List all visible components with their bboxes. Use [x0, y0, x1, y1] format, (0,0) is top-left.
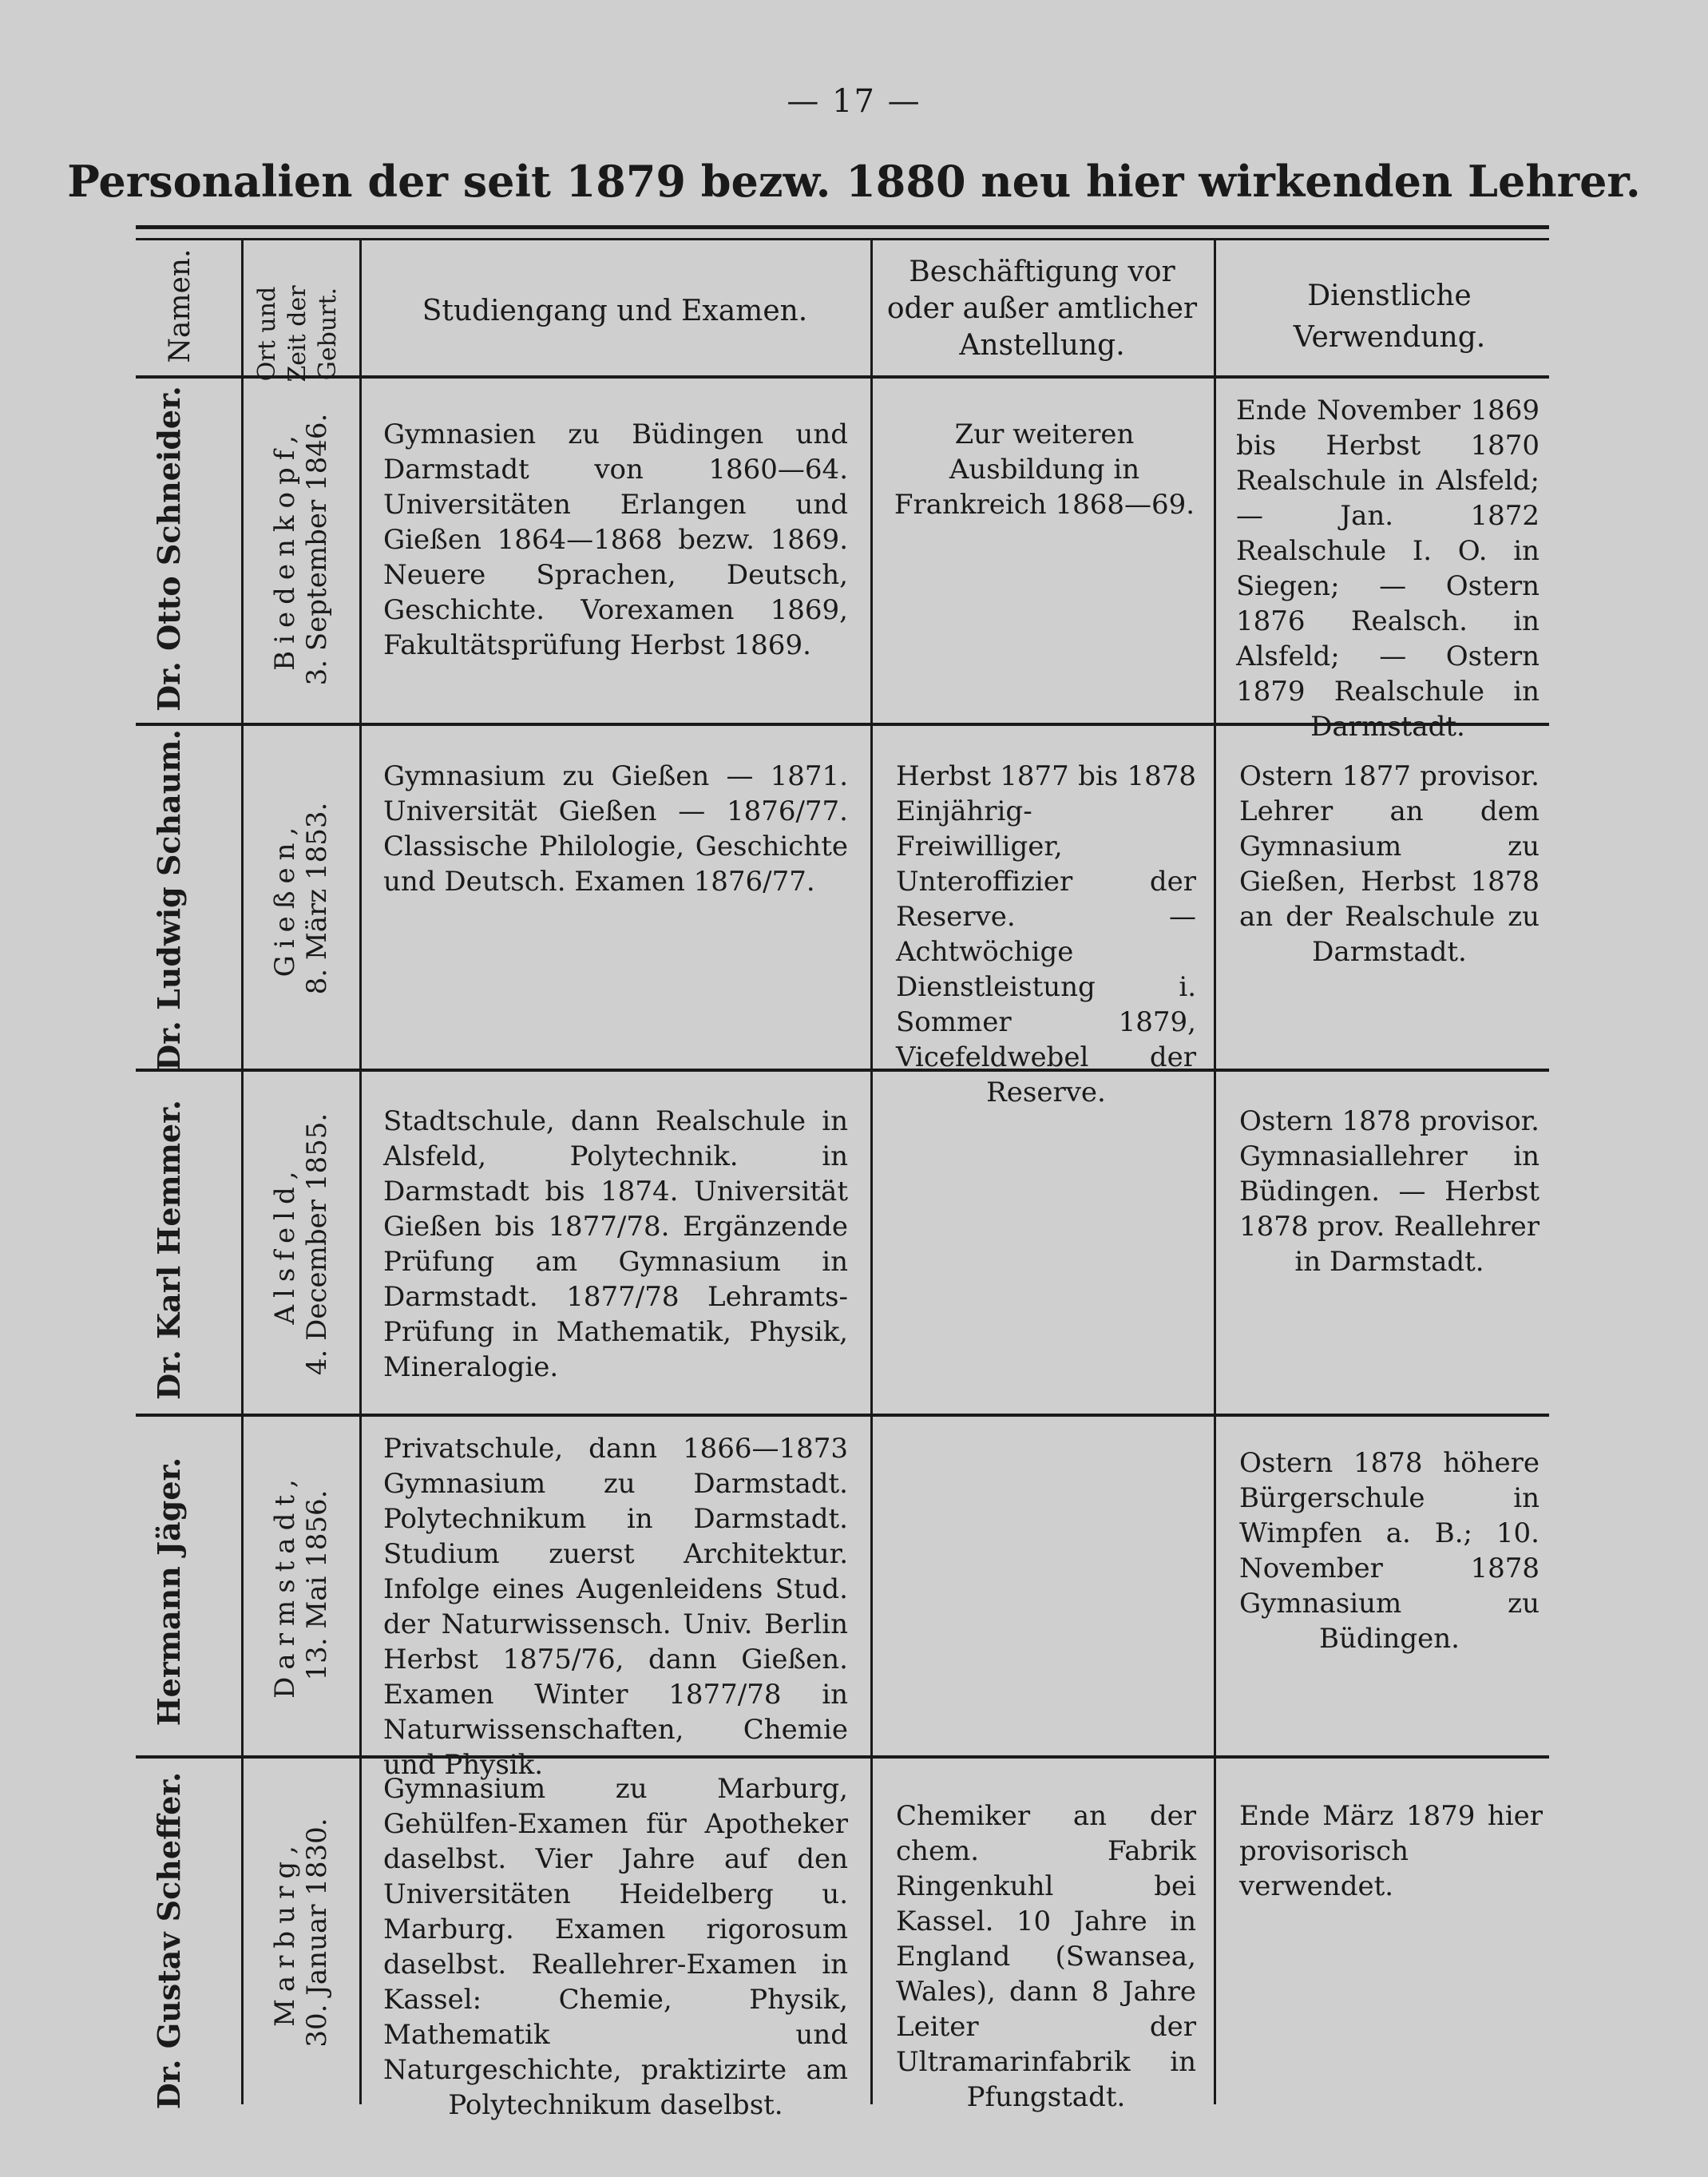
birth-place-date — [269, 1430, 333, 1741]
birth-place: Darmstadt, — [269, 1472, 301, 1699]
birth-place-date — [269, 1777, 333, 2088]
studies-cell: Privatschule, dann 1866—1873 Gymnasium zu Darmstadt. Polytechnikum in Darmstadt. Studium zuerst Architektur. Infolge eines Augenleidens Stud. der Naturwissensch. Univ. Berlin Herbst 1875/76, dann Gießen. Examen Winter 1877/78 in Naturwissenschaften, Chemie und Physik. — [383, 1433, 848, 1781]
birth-place: Biedenkopf, — [269, 428, 301, 671]
service-cell: Ostern 1877 provisor. Lehrer an dem Gymnasium zu Gießen, Herbst 1878 an der Realschule zu Darmstadt. — [1239, 760, 1540, 968]
column-divider — [241, 240, 244, 2104]
birth-place-date — [269, 743, 333, 1054]
studies-cell: Gymnasien zu Büdingen und Darmstadt von 1860—64. Universitäten Erlangen und Gießen 1864—1868 bezw. 1869. Neuere Sprachen, Deutsch, Geschichte. Vorexamen 1869, Fakultätsprüfung Herbst 1869. — [383, 418, 848, 661]
service-cell: Ende März 1879 hier provisorisch verwendet. — [1239, 1800, 1543, 1902]
studies-cell: Gymnasium zu Marburg, Gehülfen-Examen für Apotheker daselbst. Vier Jahre auf den Universitäten Heidelberg u. Marburg. Examen rigorosum daselbst. Reallehrer-Examen in Kassel: Chemie, Physik, Mathematik und Naturgeschichte, praktizirte am Polytechnikum daselbst. — [383, 1773, 848, 2121]
top-rule-thin — [136, 238, 1549, 240]
studies-cell: Stadtschule, dann Realschule in Alsfeld, Polytechnik. in Darmstadt bis 1874. Universität Gießen bis 1877/78. Ergänzende Prüfung am Gymnasium in Darmstadt. 1877/78 Lehramts-Prüfung in Mathematik, Physik, Mineralogie. — [383, 1105, 848, 1383]
birth-date: 13. Mai 1856. — [301, 1489, 333, 1681]
birth-date: 3. September 1846. — [301, 413, 333, 686]
birth-date: 8. März 1853. — [301, 802, 333, 995]
service-cell: Ende November 1869 bis Herbst 1870 Realschule in Alsfeld; — Jan. 1872 Realschule I. O. in Siegen; — Ostern 1876 Realsch. in Alsfeld; — Ostern 1879 Realschule in Darmstadt. — [1236, 395, 1540, 743]
occupation-cell: Chemiker an der chem. Fabrik Ringenkuhl bei Kassel. 10 Jahre in England (Swansea, Wales), dann 8 Jahre Leiter der Ultramarinfabrik in Pfungstadt. — [896, 1800, 1196, 2113]
top-rule — [136, 225, 1549, 229]
teacher-name: Dr. Gustav Scheffer. — [151, 1771, 187, 2110]
header-birth — [252, 274, 348, 394]
birth-place-date — [269, 1088, 333, 1400]
header-studies: Studiengang und Examen. — [422, 295, 808, 327]
column-divider — [359, 240, 362, 2104]
header-birth-line-2: Zeit der — [283, 285, 311, 383]
birth-place: Marburg, — [269, 1838, 301, 2027]
birth-place: Alsfeld, — [269, 1164, 301, 1325]
studies-cell: Gymnasium zu Gießen — 1871. Universität Gießen — 1876/77. Classische Philologie, Geschichte und Deutsch. Examen 1876/77. — [383, 760, 848, 898]
column-divider — [1214, 240, 1216, 2104]
row-divider — [136, 1069, 1549, 1072]
teacher-name: Dr. Otto Schneider. — [151, 386, 187, 712]
teacher-name: Dr. Karl Hemmer. — [151, 1100, 187, 1400]
teacher-name: Dr. Ludwig Schaum. — [151, 729, 187, 1071]
birth-place-date — [269, 394, 333, 705]
page-number: — 17 — — [787, 83, 921, 120]
header-birth-line-1: Ort und — [253, 286, 281, 382]
header-occupation: Beschäftigung vor oder außer amtlicher Anstellung. — [886, 256, 1198, 362]
header-service: Dienstliche Verwendung. — [1293, 280, 1486, 354]
row-divider — [136, 1414, 1549, 1417]
occupation-cell: Zur weiteren Ausbildung in Frankreich 1868—69. — [894, 418, 1195, 521]
header-birth-line-3: Geburt. — [314, 287, 342, 381]
column-divider — [870, 240, 873, 2104]
header-name: Namen. — [164, 248, 196, 363]
birth-date: 4. December 1855. — [301, 1112, 333, 1376]
occupation-cell: Herbst 1877 bis 1878 Einjährig-Freiwilliger, Unteroffizier der Reserve. — Achtwöchige Dienstleistung i. Sommer 1879, Vicefeldwebel der Reserve. — [896, 760, 1196, 1108]
service-cell: Ostern 1878 provisor. Gymnasiallehrer in Büdingen. — Herbst 1878 prov. Reallehrer in Darmstadt. — [1239, 1105, 1540, 1278]
birth-place: Gießen, — [269, 819, 301, 977]
service-cell: Ostern 1878 höhere Bürgerschule in Wimpfen a. B.; 10. November 1878 Gymnasium zu Büdingen. — [1239, 1447, 1540, 1655]
birth-date: 30. Januar 1830. — [301, 1818, 333, 2048]
teacher-name: Hermann Jäger. — [151, 1457, 187, 1727]
page-title: Personalien der seit 1879 bezw. 1880 neu hier wirkenden Lehrer. — [67, 156, 1641, 207]
